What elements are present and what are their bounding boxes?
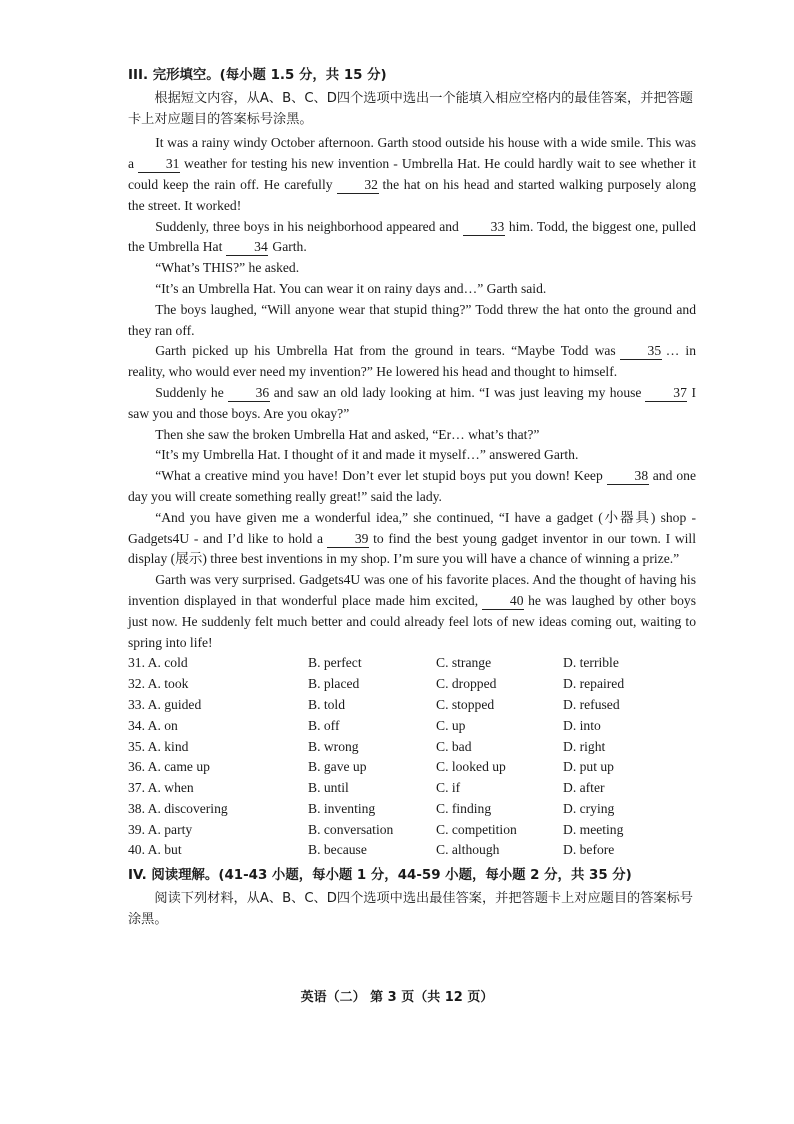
blank-36: 36 [228,385,270,402]
text: weather for testing his new invention - Umbrella Hat. He could hardly wait to see whether it could keep the rain off. He carefully [128,156,696,192]
option-a: 37. A. when [128,780,194,796]
text: the hat on his head and started walking purposely along the street. It worked! [128,176,696,213]
paragraph-5: The boys laughed, “Will anyone wear that stupid thing?” Todd threw the hat onto the ground and they ran off. [128,301,696,338]
text: Suddenly, three boys in his neighborhood appeared and [155,218,459,234]
option-b: B. gave up [308,759,367,775]
option-b: B. told [308,696,346,712]
text: Suddenly he [155,384,224,400]
text: “What a creative mind you have! Don’t ever let stupid boys put you down! Keep [155,468,603,484]
blank-35: 35 [620,343,662,360]
option-c: C. if [436,780,461,796]
option-d: D. refused [563,696,620,712]
option-b: B. inventing [308,800,376,816]
paragraph-4: “It’s an Umbrella Hat. You can wear it on rainy days and…” Garth said. [155,280,547,296]
option-d: D. put up [563,759,614,775]
paragraph-10 [128,466,696,508]
section3-instruction: 根据短文内容，从A、B、C、D四个选项中选出一个能填入相应空格内的最佳答案，并把答题卡上对应题目的答案标号涂黑。 [128,90,693,127]
option-c: C. competition [436,821,517,837]
option-a: 38. A. discovering [128,800,228,816]
option-c: C. dropped [436,676,497,692]
option-d: D. meeting [563,821,624,837]
text: Garth was very surprised. Gadgets4U was one of his favorite places. And the thought of having his invention displayed in that wonderful place made him excited, [128,572,696,608]
blank-40: 40 [482,593,524,610]
blank-39: 39 [327,531,369,548]
option-a: 34. A. on [128,717,178,733]
option-a: 40. A. but [128,842,182,858]
option-c: C. bad [436,738,472,754]
option-b: B. until [308,780,349,796]
section4-instruction: 阅读下列材料，从A、B、C、D四个选项中选出最佳答案，并把答题卡上对应题目的答案标号涂黑。 [128,891,693,927]
option-d: D. into [563,717,601,733]
text: Garth picked up his Umbrella Hat from the ground in tears. “Maybe Todd was [155,343,616,359]
text: … in reality, who would ever need my invention?” He lowered his head and thought to himself. [128,343,696,380]
option-d: D. after [563,780,605,796]
paragraph-1 [128,133,696,216]
paragraph-9: “It’s my Umbrella Hat. I thought of it and made it myself…” answered Garth. [155,447,579,463]
text: It was a rainy windy October afternoon. Garth stood outside his house with a wide smile. This was a [128,135,696,172]
blank-38: 38 [607,468,649,485]
option-c: C. stopped [436,696,495,712]
option-row [128,653,696,674]
text: I saw you and those boys. Are you okay?” [128,384,696,421]
paragraph-3: “What’s THIS?” he asked. [155,260,300,276]
option-b: B. off [308,717,340,733]
text: him. Todd, the biggest one, pulled the Umbrella Hat [128,218,696,255]
option-a: 32. A. took [128,676,189,692]
option-c: C. up [436,717,466,733]
blank-37: 37 [645,385,687,402]
option-row [128,778,696,799]
option-row [128,716,696,737]
section3-title: III. 完形填空。(每小题 1.5 分，共 15 分) [128,68,387,83]
text: Garth. [272,239,307,255]
option-b: B. because [308,842,367,858]
blank-31: 31 [138,156,180,173]
option-c: C. finding [436,800,492,816]
option-d: D. terrible [563,655,619,671]
option-row [128,799,696,820]
paragraph-8: Then she saw the broken Umbrella Hat and asked, “Er… what’s that?” [155,426,540,442]
option-a: 39. A. party [128,821,193,837]
paragraph-12 [128,570,696,653]
page-footer: 英语（二） 第 3 页（共 12 页） [300,990,494,1005]
paragraph-11 [128,508,696,570]
page-content [128,66,696,934]
option-a: 33. A. guided [128,696,202,712]
blank-33: 33 [463,219,505,236]
option-c: C. strange [436,655,492,671]
text: “And you have given me a wonderful idea,” she continued, “I have a gadget (小器具) shop - Gadgets4U - and I’d like to hold a [128,509,696,546]
option-b: B. placed [308,676,360,692]
option-a: 31. A. cold [128,655,188,671]
blank-34: 34 [226,239,268,256]
option-row [128,674,696,695]
option-b: B. conversation [308,821,394,837]
options-list [128,653,696,861]
option-c: C. looked up [436,759,506,775]
option-row [128,820,696,841]
option-row [128,737,696,758]
option-row [128,757,696,778]
paragraph-6 [128,341,696,383]
blank-32: 32 [337,177,379,194]
paragraph-7 [128,383,696,425]
text: to find the best young gadget inventor in our town. I will display (展示) three best inventions in my shop. I’m sure you will have a chance of winning a prize.” [128,530,696,567]
text: he was laughed by other boys just now. He suddenly felt much better and could already feel lots of new ideas coming out, waiting to spring into life! [128,592,696,650]
text: and saw an old lady looking at him. “I was just leaving my house [273,384,642,400]
section4-title: IV. 阅读理解。(41-43 小题，每小题 1 分，44-59 小题，每小题 2 分，共 35 分) [128,868,632,884]
paragraph-2 [128,217,696,259]
option-d: D. before [563,842,615,858]
option-b: B. perfect [308,655,362,671]
option-d: D. right [563,738,606,754]
text: and one day you will create something really great!” said the lady. [128,468,697,504]
option-d: D. crying [563,800,615,816]
option-d: D. repaired [563,676,625,692]
option-row [128,695,696,716]
option-c: C. although [436,842,500,858]
option-a: 36. A. came up [128,759,210,775]
option-b: B. wrong [308,738,359,754]
option-a: 35. A. kind [128,738,189,754]
option-row [128,840,696,861]
